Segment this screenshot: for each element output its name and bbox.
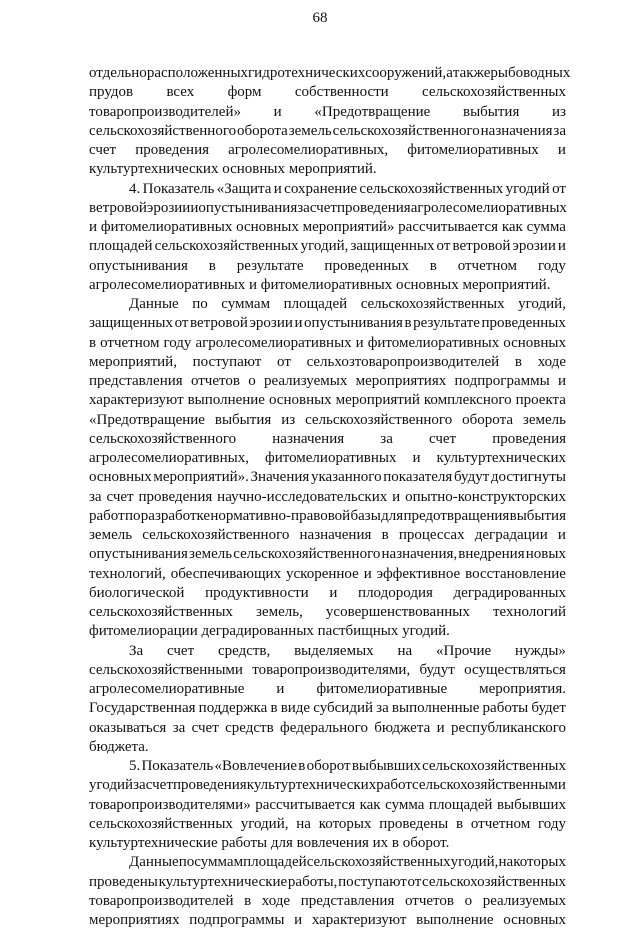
text-line: площадей сельскохозяйственных угодий, защищенных от ветровой эрозии и — [89, 238, 566, 255]
text-line: опустынивания в результате проведенных в отчетном году — [89, 257, 566, 274]
text-line: технологий, обеспечивающих ускоренное и эффективное восстановление — [89, 565, 566, 582]
text-line: биологической продуктивности и плодородия деградированных — [89, 584, 566, 601]
text-line: агролесомелиоративные и фитомелиоративные мероприятия. — [89, 681, 566, 697]
page-number: 68 — [312, 10, 328, 26]
text-line: Данные по суммам площадей сельскохозяйственных угодий, на которых — [129, 854, 566, 871]
text-line: За счет средств, выделяемых на «Прочие нужды» — [129, 642, 566, 659]
text-line: товаропроизводителями» рассчитывается как сумма площадей выбывших — [89, 796, 566, 813]
text-line: товаропроизводителей в ходе представления отчетов о реализуемых — [89, 892, 566, 909]
text-line: сельскохозяйственных земель, усовершенствованных технологий — [89, 604, 566, 620]
text-line: мероприятий, поступают от сельхозтоваропроизводителей в ходе — [89, 353, 566, 370]
text-line: угодий за счет проведения культуртехнических работ сельскохозяйственными — [89, 777, 566, 794]
text-line: представления отчетов о реализуемых мероприятиях подпрограммы и — [89, 373, 566, 389]
text-line: сельскохозяйственными товаропроизводителями, будут осуществляться — [89, 661, 566, 678]
text-line: культуртехнических основных мероприятий. — [89, 161, 377, 178]
text-line: и фитомелиоративных основных мероприятий» рассчитывается как сумма — [89, 219, 566, 235]
text-line: фитомелиорации деградированных пастбищных угодий. — [89, 623, 450, 640]
text-line: культуртехнические работы для вовлечения их в оборот. — [89, 835, 450, 851]
text-line: ветровой эрозии и опустынивания за счет проведения агролесомелиоративных — [89, 199, 567, 216]
text-line: опустынивания земель сельскохозяйственного назначения, внедрения новых — [89, 546, 566, 563]
text-line: 5. Показатель «Вовлечение в оборот выбывших сельскохозяйственных — [129, 758, 566, 774]
text-line: в отчетном году агролесомелиоративных и фитомелиоративных основных — [89, 334, 566, 351]
text-line: «Предотвращение выбытия из сельскохозяйственного оборота земель — [89, 411, 566, 428]
text-line: основных мероприятий». Значения указанного показателя будут достигнуты — [89, 469, 566, 486]
text-line: сельскохозяйственного назначения за счет проведения — [89, 430, 566, 447]
text-line: Данные по суммам площадей сельскохозяйственных угодий, — [129, 296, 566, 312]
text-line: отдельно расположенных гидротехнических сооружений, а также рыбоводных — [89, 65, 571, 81]
text-line: защищенных от ветровой эрозии и опустынивания в результате проведенных — [89, 315, 566, 332]
text-line: агролесомелиоративных, фитомелиоративных и культуртехнических — [89, 450, 566, 466]
text-line: прудов всех форм собственности сельскохозяйственных — [89, 84, 566, 101]
text-line: за счет проведения научно-исследовательских и опытно-конструкторских — [89, 488, 566, 505]
text-line: бюджета. — [89, 738, 149, 755]
text-line: сельскохозяйственного оборота земель сельскохозяйственного назначения за — [89, 122, 566, 139]
text-line: работ по разработке нормативно-правовой базы для предотвращения выбытия — [89, 507, 566, 524]
text-line: земель сельскохозяйственного назначения в процессах деградации и — [89, 527, 566, 543]
text-line: мероприятиях подпрограммы и характеризуют выполнение основных — [89, 912, 566, 928]
text-line: сельскохозяйственных угодий, на которых проведены в отчетном году — [89, 815, 566, 832]
text-line: оказываться за счет средств федерального бюджета и республиканского — [89, 719, 566, 736]
body-text — [89, 64, 571, 930]
text-line: счет проведения агролесомелиоративных, фитомелиоративных и — [89, 142, 566, 158]
text-line: 4. Показатель «Защита и сохранение сельскохозяйственных угодий от — [129, 180, 566, 197]
text-line: Государственная поддержка в виде субсидий за выполненные работы будет — [89, 700, 566, 717]
text-line: характеризуют выполнение основных мероприятий комплексного проекта — [89, 392, 566, 409]
text-line: агролесомелиоративных и фитомелиоративных основных мероприятий. — [89, 276, 551, 293]
text-line: проведены культуртехнические работы, поступают от сельскохозяйственных — [89, 873, 566, 890]
text-line: товаропроизводителей» и «Предотвращение выбытия из — [89, 103, 566, 120]
